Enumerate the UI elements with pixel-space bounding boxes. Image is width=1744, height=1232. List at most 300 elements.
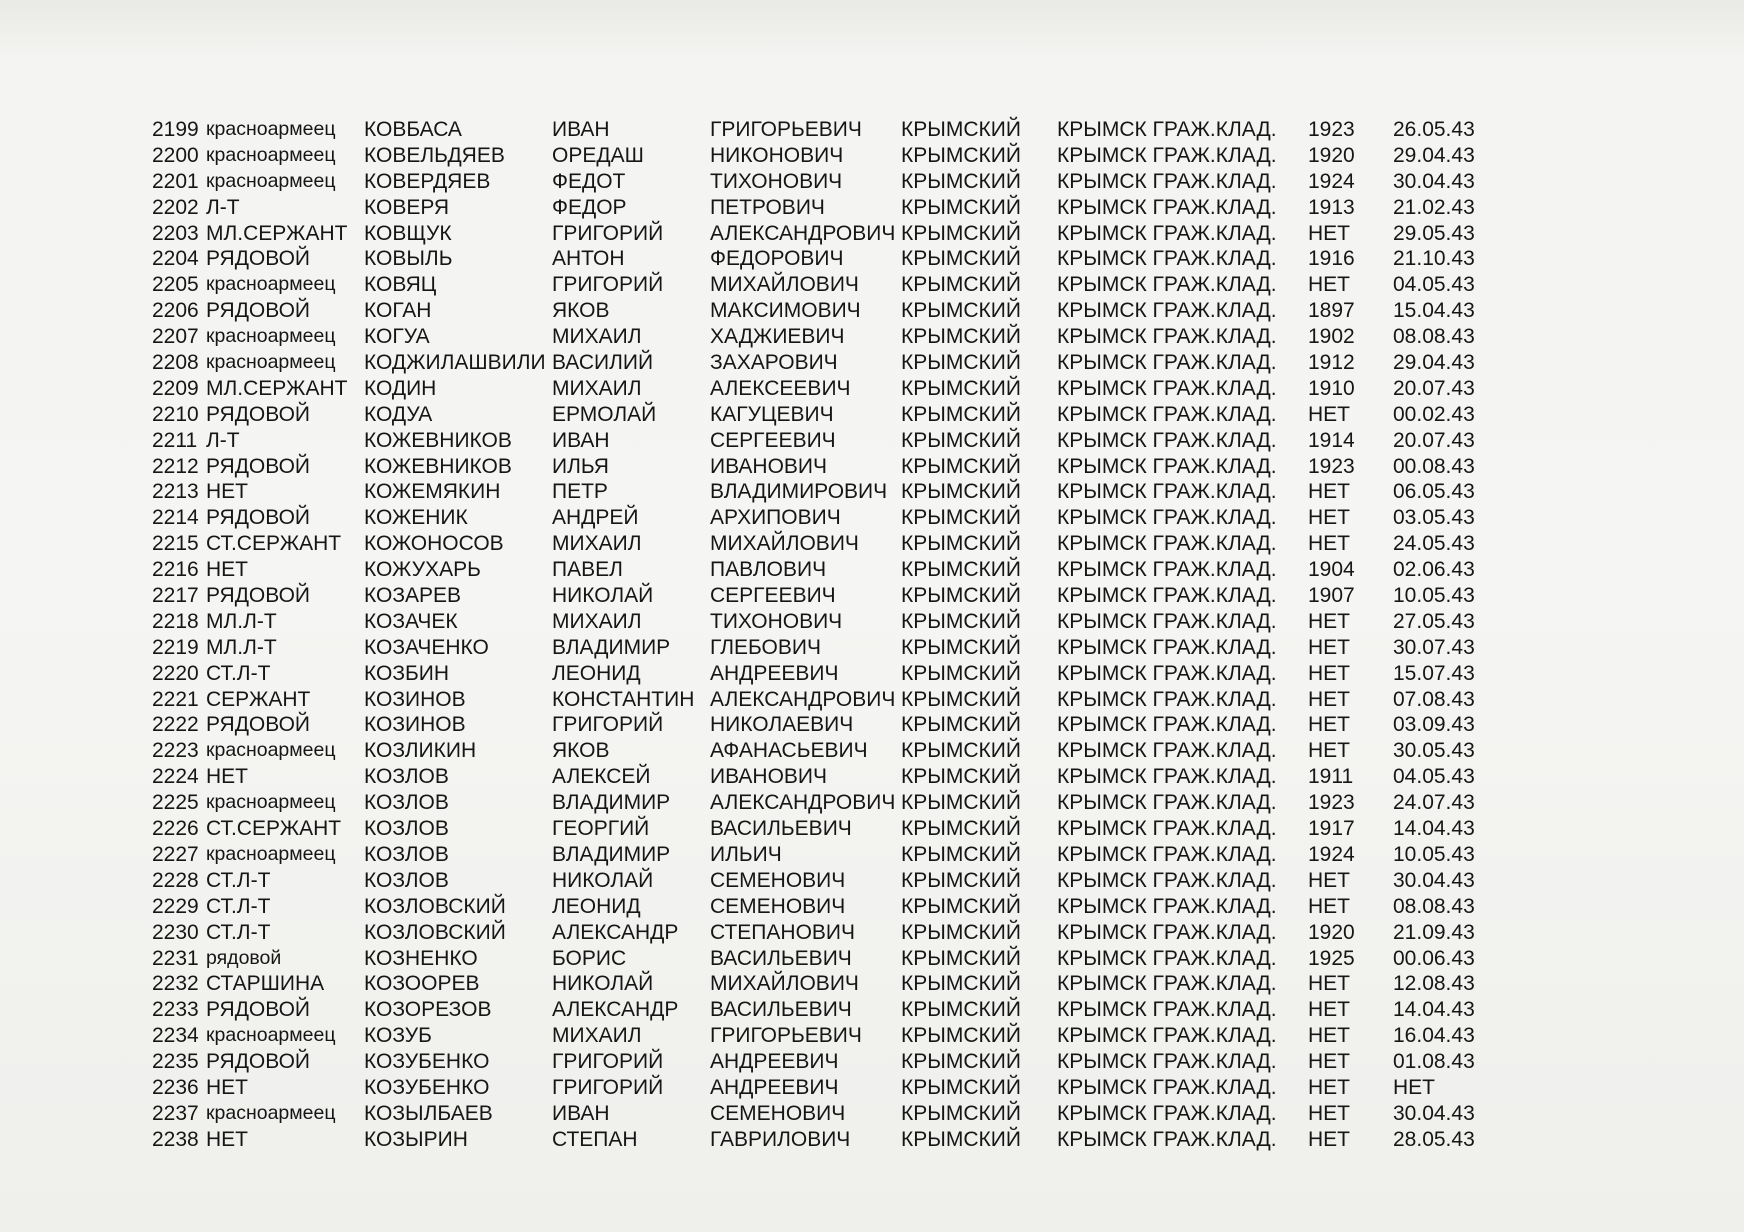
death-date-cell: 03.09.43 bbox=[1393, 713, 1475, 737]
burial-place-cell: КРЫМСК ГРАЖ.КЛАД. bbox=[1057, 609, 1277, 633]
death-date-cell: 15.07.43 bbox=[1393, 661, 1475, 685]
rank-cell: НЕТ bbox=[206, 1075, 248, 1099]
patronymic-cell: МИХАЙЛОВИЧ bbox=[710, 532, 859, 556]
birth-year-cell: НЕТ bbox=[1308, 1075, 1350, 1099]
last-name-cell: КОЖЕВНИКОВ bbox=[364, 428, 512, 452]
rank-cell: красноармеец bbox=[206, 1101, 336, 1124]
birth-year-cell: 1923 bbox=[1308, 791, 1355, 815]
first-name-cell: ОРЕДАШ bbox=[552, 143, 644, 167]
burial-place-cell: КРЫМСК ГРАЖ.КЛАД. bbox=[1057, 532, 1277, 556]
patronymic-cell: АЛЕКСАНДРОВИЧ bbox=[710, 221, 896, 245]
rank-cell: РЯДОВОЙ bbox=[206, 454, 311, 478]
burial-place-cell: КРЫМСК ГРАЖ.КЛАД. bbox=[1057, 376, 1277, 400]
burial-place-cell: КРЫМСК ГРАЖ.КЛАД. bbox=[1057, 842, 1277, 866]
record-number-cell: 2222 bbox=[152, 713, 199, 737]
rank-cell: СТ.СЕРЖАНТ bbox=[206, 817, 342, 841]
last-name-cell: КОГАН bbox=[364, 299, 432, 323]
district-cell: КРЫМСКИЙ bbox=[901, 584, 1021, 608]
birth-year-cell: 1902 bbox=[1308, 325, 1355, 349]
record-number-cell: 2225 bbox=[152, 791, 199, 815]
burial-place-cell: КРЫМСК ГРАЖ.КЛАД. bbox=[1057, 635, 1277, 659]
rank-cell: РЯДОВОЙ bbox=[206, 1050, 311, 1074]
record-number-cell: 2219 bbox=[152, 635, 199, 659]
table-row bbox=[150, 868, 1550, 894]
birth-year-cell: НЕТ bbox=[1308, 402, 1350, 426]
last-name-cell: КОЗУБЕНКО bbox=[364, 1050, 490, 1074]
burial-place-cell: КРЫМСК ГРАЖ.КЛАД. bbox=[1057, 1075, 1277, 1099]
first-name-cell: ФЕДОТ bbox=[552, 169, 626, 193]
district-cell: КРЫМСКИЙ bbox=[901, 972, 1021, 996]
burial-place-cell: КРЫМСК ГРАЖ.КЛАД. bbox=[1057, 273, 1277, 297]
last-name-cell: КОЗЛОВСКИЙ bbox=[364, 920, 506, 944]
record-number-cell: 2199 bbox=[152, 118, 199, 141]
birth-year-cell: 1910 bbox=[1308, 376, 1355, 400]
patronymic-cell: ВАСИЛЬЕВИЧ bbox=[710, 998, 852, 1022]
death-date-cell: 29.05.43 bbox=[1393, 221, 1475, 245]
record-number-cell: 2231 bbox=[152, 946, 199, 970]
burial-place-cell: КРЫМСК ГРАЖ.КЛАД. bbox=[1057, 558, 1277, 582]
death-date-cell: 14.04.43 bbox=[1393, 998, 1475, 1022]
record-number-cell: 2211 bbox=[152, 428, 198, 452]
first-name-cell: ИВАН bbox=[552, 1101, 610, 1125]
district-cell: КРЫМСКИЙ bbox=[901, 842, 1021, 866]
patronymic-cell: СЕМЕНОВИЧ bbox=[710, 868, 846, 892]
birth-year-cell: 1897 bbox=[1308, 299, 1355, 323]
rank-cell: СТ.Л-Т bbox=[206, 894, 271, 918]
rank-cell: красноармеец bbox=[206, 169, 336, 192]
patronymic-cell: ГРИГОРЬЕВИЧ bbox=[710, 118, 862, 141]
table-row bbox=[150, 350, 1550, 376]
birth-year-cell: 1916 bbox=[1308, 247, 1355, 271]
first-name-cell: ПЕТР bbox=[552, 480, 608, 504]
last-name-cell: КОЗЛОВ bbox=[364, 765, 449, 789]
rank-cell: НЕТ bbox=[206, 558, 248, 582]
patronymic-cell: ПАВЛОВИЧ bbox=[710, 558, 827, 582]
burial-place-cell: КРЫМСК ГРАЖ.КЛАД. bbox=[1057, 299, 1277, 323]
burial-place-cell: КРЫМСК ГРАЖ.КЛАД. bbox=[1057, 351, 1277, 375]
death-date-cell: 04.05.43 bbox=[1393, 765, 1475, 789]
last-name-cell: КОВЕРЯ bbox=[364, 195, 450, 219]
birth-year-cell: НЕТ bbox=[1308, 221, 1350, 245]
burial-place-cell: КРЫМСК ГРАЖ.КЛАД. bbox=[1057, 1024, 1277, 1048]
district-cell: КРЫМСКИЙ bbox=[901, 247, 1021, 271]
record-number-cell: 2207 bbox=[152, 325, 199, 349]
table-row bbox=[150, 971, 1550, 997]
burial-place-cell: КРЫМСК ГРАЖ.КЛАД. bbox=[1057, 143, 1277, 167]
last-name-cell: КОЗЛОВ bbox=[364, 817, 449, 841]
last-name-cell: КОВЯЦ bbox=[364, 273, 437, 297]
patronymic-cell: АЛЕКСЕЕВИЧ bbox=[710, 376, 851, 400]
district-cell: КРЫМСКИЙ bbox=[901, 351, 1021, 375]
district-cell: КРЫМСКИЙ bbox=[901, 299, 1021, 323]
death-date-cell: 16.04.43 bbox=[1393, 1024, 1475, 1048]
last-name-cell: КОЖЕНИК bbox=[364, 506, 468, 530]
burial-place-cell: КРЫМСК ГРАЖ.КЛАД. bbox=[1057, 1101, 1277, 1125]
birth-year-cell: 1904 bbox=[1308, 558, 1355, 582]
birth-year-cell: НЕТ bbox=[1308, 868, 1350, 892]
district-cell: КРЫМСКИЙ bbox=[901, 506, 1021, 530]
burial-place-cell: КРЫМСК ГРАЖ.КЛАД. bbox=[1057, 506, 1277, 530]
table-row bbox=[150, 738, 1550, 764]
burial-place-cell: КРЫМСК ГРАЖ.КЛАД. bbox=[1057, 584, 1277, 608]
first-name-cell: ВЛАДИМИР bbox=[552, 635, 671, 659]
rank-cell: красноармеец bbox=[206, 1024, 336, 1047]
birth-year-cell: 1920 bbox=[1308, 920, 1355, 944]
first-name-cell: ГРИГОРИЙ bbox=[552, 713, 664, 737]
rank-cell: красноармеец bbox=[206, 143, 336, 166]
last-name-cell: КОЗЫРИН bbox=[364, 1127, 468, 1151]
death-date-cell: 24.05.43 bbox=[1393, 532, 1475, 556]
district-cell: КРЫМСКИЙ bbox=[901, 143, 1021, 167]
rank-cell: МЛ.СЕРЖАНТ bbox=[206, 376, 348, 400]
record-number-cell: 2210 bbox=[152, 402, 199, 426]
burial-place-cell: КРЫМСК ГРАЖ.КЛАД. bbox=[1057, 428, 1277, 452]
record-number-cell: 2202 bbox=[152, 195, 199, 219]
patronymic-cell: АРХИПОВИЧ bbox=[710, 506, 841, 530]
birth-year-cell: 1907 bbox=[1308, 584, 1355, 608]
burial-place-cell: КРЫМСК ГРАЖ.КЛАД. bbox=[1057, 195, 1277, 219]
burial-place-cell: КРЫМСК ГРАЖ.КЛАД. bbox=[1057, 169, 1277, 193]
district-cell: КРЫМСКИЙ bbox=[901, 480, 1021, 504]
patronymic-cell: ТИХОНОВИЧ bbox=[710, 609, 843, 633]
first-name-cell: МИХАИЛ bbox=[552, 376, 642, 400]
record-number-cell: 2230 bbox=[152, 920, 199, 944]
table-row bbox=[150, 428, 1550, 454]
death-date-cell: 27.05.43 bbox=[1393, 609, 1475, 633]
death-date-cell: 21.02.43 bbox=[1393, 195, 1475, 219]
rank-cell: РЯДОВОЙ bbox=[206, 998, 311, 1022]
first-name-cell: ВЛАДИМИР bbox=[552, 791, 671, 815]
patronymic-cell: АНДРЕЕВИЧ bbox=[710, 661, 839, 685]
table-row bbox=[150, 272, 1550, 298]
first-name-cell: ГЕОРГИЙ bbox=[552, 817, 650, 841]
table-row bbox=[150, 1075, 1550, 1101]
record-number-cell: 2238 bbox=[152, 1127, 199, 1151]
birth-year-cell: 1920 bbox=[1308, 143, 1355, 167]
patronymic-cell: НИКОЛАЕВИЧ bbox=[710, 713, 854, 737]
death-date-cell: 03.05.43 bbox=[1393, 506, 1475, 530]
birth-year-cell: 1917 bbox=[1308, 817, 1355, 841]
record-number-cell: 2236 bbox=[152, 1075, 199, 1099]
table-row bbox=[150, 246, 1550, 272]
birth-year-cell: НЕТ bbox=[1308, 532, 1350, 556]
district-cell: КРЫМСКИЙ bbox=[901, 765, 1021, 789]
district-cell: КРЫМСКИЙ bbox=[901, 454, 1021, 478]
rank-cell: красноармеец bbox=[206, 325, 336, 348]
last-name-cell: КОГУА bbox=[364, 325, 430, 349]
death-date-cell: 06.05.43 bbox=[1393, 480, 1475, 504]
district-cell: КРЫМСКИЙ bbox=[901, 609, 1021, 633]
table-row bbox=[150, 298, 1550, 324]
burial-place-cell: КРЫМСК ГРАЖ.КЛАД. bbox=[1057, 817, 1277, 841]
death-date-cell: 24.07.43 bbox=[1393, 791, 1475, 815]
burial-place-cell: КРЫМСК ГРАЖ.КЛАД. bbox=[1057, 402, 1277, 426]
first-name-cell: ИЛЬЯ bbox=[552, 454, 609, 478]
last-name-cell: КОЗЛИКИН bbox=[364, 739, 477, 763]
last-name-cell: КОВЕЛЬДЯЕВ bbox=[364, 143, 505, 167]
last-name-cell: КОЗООРЕВ bbox=[364, 972, 480, 996]
burial-place-cell: КРЫМСК ГРАЖ.КЛАД. bbox=[1057, 765, 1277, 789]
first-name-cell: МИХАИЛ bbox=[552, 325, 642, 349]
death-date-cell: 00.06.43 bbox=[1393, 946, 1475, 970]
death-date-cell: 30.07.43 bbox=[1393, 635, 1475, 659]
table-row bbox=[150, 687, 1550, 713]
burial-place-cell: КРЫМСК ГРАЖ.КЛАД. bbox=[1057, 998, 1277, 1022]
rank-cell: МЛ.СЕРЖАНТ bbox=[206, 221, 348, 245]
record-number-cell: 2216 bbox=[152, 558, 199, 582]
rank-cell: РЯДОВОЙ bbox=[206, 247, 311, 271]
birth-year-cell: 1911 bbox=[1308, 765, 1354, 789]
first-name-cell: ЛЕОНИД bbox=[552, 661, 641, 685]
patronymic-cell: ГАВРИЛОВИЧ bbox=[710, 1127, 851, 1151]
patronymic-cell: СЕМЕНОВИЧ bbox=[710, 1101, 846, 1125]
death-date-cell: 01.08.43 bbox=[1393, 1050, 1475, 1074]
last-name-cell: КОЗИНОВ bbox=[364, 687, 466, 711]
table-row bbox=[150, 376, 1550, 402]
patronymic-cell: ВАСИЛЬЕВИЧ bbox=[710, 946, 852, 970]
table-row bbox=[150, 583, 1550, 609]
last-name-cell: КОЖУХАРЬ bbox=[364, 558, 481, 582]
record-number-cell: 2228 bbox=[152, 868, 199, 892]
patronymic-cell: ПЕТРОВИЧ bbox=[710, 195, 825, 219]
last-name-cell: КОЗУБ bbox=[364, 1024, 432, 1048]
death-date-cell: 08.08.43 bbox=[1393, 894, 1475, 918]
death-date-cell: 14.04.43 bbox=[1393, 817, 1475, 841]
table-row bbox=[150, 1101, 1550, 1127]
district-cell: КРЫМСКИЙ bbox=[901, 998, 1021, 1022]
patronymic-cell: АНДРЕЕВИЧ bbox=[710, 1050, 839, 1074]
first-name-cell: ИВАН bbox=[552, 428, 610, 452]
district-cell: КРЫМСКИЙ bbox=[901, 273, 1021, 297]
rank-cell: красноармеец bbox=[206, 739, 336, 762]
first-name-cell: БОРИС bbox=[552, 946, 627, 970]
record-number-cell: 2206 bbox=[152, 299, 199, 323]
record-number-cell: 2224 bbox=[152, 765, 199, 789]
record-number-cell: 2221 bbox=[152, 687, 199, 711]
patronymic-cell: СТЕПАНОВИЧ bbox=[710, 920, 856, 944]
patronymic-cell: АНДРЕЕВИЧ bbox=[710, 1075, 839, 1099]
birth-year-cell: НЕТ bbox=[1308, 972, 1350, 996]
birth-year-cell: НЕТ bbox=[1308, 713, 1350, 737]
birth-year-cell: 1924 bbox=[1308, 169, 1355, 193]
patronymic-cell: ГРИГОРЬЕВИЧ bbox=[710, 1024, 862, 1048]
district-cell: КРЫМСКИЙ bbox=[901, 402, 1021, 426]
last-name-cell: КОЗБИН bbox=[364, 661, 450, 685]
death-date-cell: 00.02.43 bbox=[1393, 402, 1475, 426]
patronymic-cell: МИХАЙЛОВИЧ bbox=[710, 273, 859, 297]
last-name-cell: КОДИН bbox=[364, 376, 437, 400]
first-name-cell: АЛЕКСЕЙ bbox=[552, 765, 651, 789]
first-name-cell: ЯКОВ bbox=[552, 299, 610, 323]
table-row bbox=[150, 531, 1550, 557]
table-row bbox=[150, 324, 1550, 350]
record-number-cell: 2214 bbox=[152, 506, 199, 530]
burial-place-cell: КРЫМСК ГРАЖ.КЛАД. bbox=[1057, 972, 1277, 996]
first-name-cell: ГРИГОРИЙ bbox=[552, 221, 664, 245]
death-date-cell: 26.05.43 bbox=[1393, 118, 1475, 141]
record-number-cell: 2234 bbox=[152, 1024, 199, 1048]
record-number-cell: 2208 bbox=[152, 351, 199, 375]
last-name-cell: КОЗНЕНКО bbox=[364, 946, 478, 970]
district-cell: КРЫМСКИЙ bbox=[901, 868, 1021, 892]
table-row bbox=[150, 169, 1550, 195]
record-number-cell: 2213 bbox=[152, 480, 199, 504]
burial-place-cell: КРЫМСК ГРАЖ.КЛАД. bbox=[1057, 687, 1277, 711]
district-cell: КРЫМСКИЙ bbox=[901, 894, 1021, 918]
district-cell: КРЫМСКИЙ bbox=[901, 920, 1021, 944]
record-number-cell: 2205 bbox=[152, 273, 199, 297]
district-cell: КРЫМСКИЙ bbox=[901, 532, 1021, 556]
birth-year-cell: НЕТ bbox=[1308, 998, 1350, 1022]
birth-year-cell: 1912 bbox=[1308, 351, 1355, 375]
burial-place-cell: КРЫМСК ГРАЖ.КЛАД. bbox=[1057, 920, 1277, 944]
district-cell: КРЫМСКИЙ bbox=[901, 791, 1021, 815]
rank-cell: РЯДОВОЙ bbox=[206, 713, 311, 737]
table-row bbox=[150, 117, 1550, 143]
table-row bbox=[150, 454, 1550, 480]
table-row bbox=[150, 842, 1550, 868]
birth-year-cell: 1923 bbox=[1308, 454, 1355, 478]
patronymic-cell: ТИХОНОВИЧ bbox=[710, 169, 843, 193]
death-date-cell: 10.05.43 bbox=[1393, 584, 1475, 608]
record-number-cell: 2203 bbox=[152, 221, 199, 245]
last-name-cell: КОВЕРДЯЕВ bbox=[364, 169, 491, 193]
rank-cell: РЯДОВОЙ bbox=[206, 402, 311, 426]
burial-place-cell: КРЫМСК ГРАЖ.КЛАД. bbox=[1057, 894, 1277, 918]
district-cell: КРЫМСКИЙ bbox=[901, 376, 1021, 400]
patronymic-cell: АЛЕКСАНДРОВИЧ bbox=[710, 687, 896, 711]
birth-year-cell: НЕТ bbox=[1308, 273, 1350, 297]
patronymic-cell: МАКСИМОВИЧ bbox=[710, 299, 861, 323]
rank-cell: МЛ.Л-Т bbox=[206, 609, 277, 633]
record-number-cell: 2232 bbox=[152, 972, 199, 996]
patronymic-cell: СЕРГЕЕВИЧ bbox=[710, 428, 836, 452]
death-date-cell: 21.09.43 bbox=[1393, 920, 1475, 944]
rank-cell: МЛ.Л-Т bbox=[206, 635, 277, 659]
rank-cell: СТ.Л-Т bbox=[206, 868, 271, 892]
district-cell: КРЫМСКИЙ bbox=[901, 195, 1021, 219]
first-name-cell: ФЕДОР bbox=[552, 195, 627, 219]
rank-cell: красноармеец bbox=[206, 273, 336, 296]
table-row bbox=[150, 712, 1550, 738]
table-row bbox=[150, 195, 1550, 221]
last-name-cell: КОЗОРЕЗОВ bbox=[364, 998, 492, 1022]
record-number-cell: 2209 bbox=[152, 376, 199, 400]
rank-cell: красноармеец bbox=[206, 118, 336, 140]
first-name-cell: ВЛАДИМИР bbox=[552, 842, 671, 866]
table-row bbox=[150, 479, 1550, 505]
patronymic-cell: ЗАХАРОВИЧ bbox=[710, 351, 838, 375]
patronymic-cell: НИКОНОВИЧ bbox=[710, 143, 844, 167]
first-name-cell: КОНСТАНТИН bbox=[552, 687, 695, 711]
table-row bbox=[150, 946, 1550, 972]
table-row bbox=[150, 764, 1550, 790]
burial-place-cell: КРЫМСК ГРАЖ.КЛАД. bbox=[1057, 325, 1277, 349]
death-date-cell: 10.05.43 bbox=[1393, 842, 1475, 866]
death-date-cell: 30.04.43 bbox=[1393, 169, 1475, 193]
first-name-cell: ГРИГОРИЙ bbox=[552, 273, 664, 297]
birth-year-cell: НЕТ bbox=[1308, 1050, 1350, 1074]
patronymic-cell: ИВАНОВИЧ bbox=[710, 765, 828, 789]
death-date-cell: 30.05.43 bbox=[1393, 739, 1475, 763]
rank-cell: Л-Т bbox=[206, 428, 240, 452]
record-number-cell: 2220 bbox=[152, 661, 199, 685]
patronymic-cell: АЛЕКСАНДРОВИЧ bbox=[710, 791, 896, 815]
birth-year-cell: НЕТ bbox=[1308, 739, 1350, 763]
burial-place-cell: КРЫМСК ГРАЖ.КЛАД. bbox=[1057, 454, 1277, 478]
birth-year-cell: НЕТ bbox=[1308, 687, 1350, 711]
first-name-cell: МИХАИЛ bbox=[552, 609, 642, 633]
last-name-cell: КОДЖИЛАШВИЛИ bbox=[364, 351, 546, 375]
burial-place-cell: КРЫМСК ГРАЖ.КЛАД. bbox=[1057, 868, 1277, 892]
first-name-cell: ГРИГОРИЙ bbox=[552, 1050, 664, 1074]
record-number-cell: 2218 bbox=[152, 609, 199, 633]
district-cell: КРЫМСКИЙ bbox=[901, 221, 1021, 245]
table-row bbox=[150, 790, 1550, 816]
patronymic-cell: ВАСИЛЬЕВИЧ bbox=[710, 817, 852, 841]
burial-place-cell: КРЫМСК ГРАЖ.КЛАД. bbox=[1057, 480, 1277, 504]
death-date-cell: 02.06.43 bbox=[1393, 558, 1475, 582]
death-date-cell: 07.08.43 bbox=[1393, 687, 1475, 711]
record-number-cell: 2200 bbox=[152, 143, 199, 167]
record-number-cell: 2217 bbox=[152, 584, 199, 608]
first-name-cell: НИКОЛАЙ bbox=[552, 972, 654, 996]
birth-year-cell: 1924 bbox=[1308, 842, 1355, 866]
burial-place-cell: КРЫМСК ГРАЖ.КЛАД. bbox=[1057, 247, 1277, 271]
record-number-cell: 2215 bbox=[152, 532, 199, 556]
rank-cell: НЕТ bbox=[206, 480, 248, 504]
patronymic-cell: ХАДЖИЕВИЧ bbox=[710, 325, 845, 349]
death-date-cell: 08.08.43 bbox=[1393, 325, 1475, 349]
patronymic-cell: АФАНАСЬЕВИЧ bbox=[710, 739, 868, 763]
last-name-cell: КОВЩУК bbox=[364, 221, 452, 245]
last-name-cell: КОВБАСА bbox=[364, 118, 462, 141]
table-row bbox=[150, 1049, 1550, 1075]
last-name-cell: КОЖЕМЯКИН bbox=[364, 480, 501, 504]
patronymic-cell: КАГУЦЕВИЧ bbox=[710, 402, 834, 426]
district-cell: КРЫМСКИЙ bbox=[901, 713, 1021, 737]
district-cell: КРЫМСКИЙ bbox=[901, 1024, 1021, 1048]
death-date-cell: 20.07.43 bbox=[1393, 376, 1475, 400]
first-name-cell: МИХАИЛ bbox=[552, 1024, 642, 1048]
patronymic-cell: ИВАНОВИЧ bbox=[710, 454, 828, 478]
patronymic-cell: СЕМЕНОВИЧ bbox=[710, 894, 846, 918]
death-date-cell: 00.08.43 bbox=[1393, 454, 1475, 478]
birth-year-cell: 1913 bbox=[1308, 195, 1355, 219]
rank-cell: СЕРЖАНТ bbox=[206, 687, 311, 711]
last-name-cell: КОЗИНОВ bbox=[364, 713, 466, 737]
birth-year-cell: НЕТ bbox=[1308, 609, 1350, 633]
birth-year-cell: 1923 bbox=[1308, 118, 1355, 141]
first-name-cell: АНДРЕЙ bbox=[552, 506, 639, 530]
first-name-cell: ВАСИЛИЙ bbox=[552, 351, 654, 375]
district-cell: КРЫМСКИЙ bbox=[901, 817, 1021, 841]
first-name-cell: НИКОЛАЙ bbox=[552, 868, 654, 892]
table-row bbox=[150, 1023, 1550, 1049]
last-name-cell: КОДУА bbox=[364, 402, 433, 426]
last-name-cell: КОЗУБЕНКО bbox=[364, 1075, 490, 1099]
last-name-cell: КОЗЛОВ bbox=[364, 791, 449, 815]
patronymic-cell: ГЛЕБОВИЧ bbox=[710, 635, 821, 659]
rank-cell: РЯДОВОЙ bbox=[206, 299, 311, 323]
table-row bbox=[150, 143, 1550, 169]
last-name-cell: КОЗАЧЕК bbox=[364, 609, 458, 633]
rank-cell: НЕТ bbox=[206, 765, 248, 789]
burial-place-cell: КРЫМСК ГРАЖ.КЛАД. bbox=[1057, 946, 1277, 970]
first-name-cell: МИХАИЛ bbox=[552, 532, 642, 556]
first-name-cell: АЛЕКСАНДР bbox=[552, 998, 679, 1022]
rank-cell: красноармеец bbox=[206, 791, 336, 814]
